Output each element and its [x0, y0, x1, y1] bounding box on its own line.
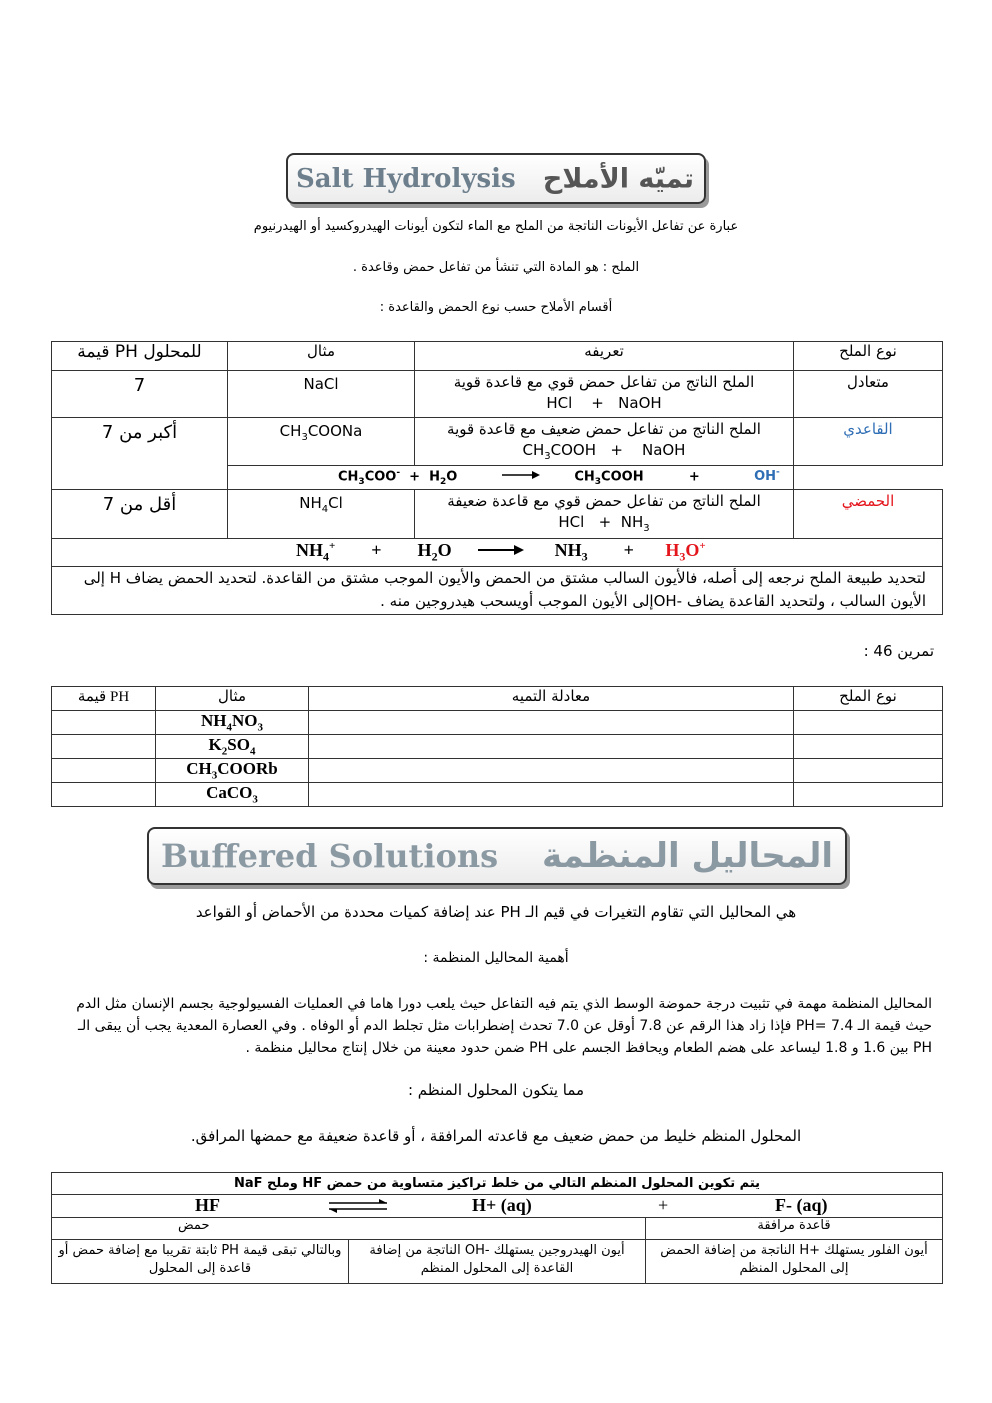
hydrolysis-definition: عبارة عن تفاعل الأيونات الناتجة من الملح مع الماء لتكون أيونات الهيدروكسيد أو الهيدرنيوم	[253, 219, 739, 234]
acidic-hydrolysis-equation: $NH_4^+$ + $H_2O$ $NH_3$ + $H_3O^+$	[52, 539, 943, 567]
acidic-definition: الملح الناتج من تفاعل حمض قوي مع قاعدة ضعيفة HCl + $NH_3$	[415, 490, 794, 539]
exercise-header-ph: قيمة PH	[52, 687, 156, 711]
salt-definition: الملح : هو المادة التي تنشأ من تفاعل حمض وقاعدة .	[352, 260, 640, 275]
reaction-arrow-icon	[502, 469, 540, 484]
banner-title-en: Buffered Solutions	[161, 837, 499, 875]
exercise-salt-nh4no3: $NH_4NO_3$	[156, 711, 309, 735]
acidic-example: $NH_4Cl$	[228, 490, 415, 539]
equation-cell[interactable]	[309, 735, 794, 759]
equation-cell[interactable]	[309, 711, 794, 735]
header-salt-type: نوع الملح	[794, 342, 943, 371]
exercise-header-equation: معادلة التميه	[309, 687, 794, 711]
header-definition: تعريفه	[415, 342, 794, 371]
ph-cell[interactable]	[52, 759, 156, 783]
equation-cell[interactable]	[309, 759, 794, 783]
header-example: مثال	[228, 342, 415, 371]
conjugate-base-label: قاعدة مرافقة	[646, 1218, 943, 1240]
salt-types-table	[51, 341, 943, 615]
buffered-solutions-banner	[147, 827, 847, 885]
equation-cell[interactable]	[309, 783, 794, 807]
type-cell[interactable]	[794, 735, 943, 759]
neutral-type: متعادل	[794, 371, 943, 418]
banner-title-ar: المحاليل المنظمة	[542, 836, 833, 876]
exercise-salt-caco3: CaCO$_3$	[156, 783, 309, 807]
exercise-header-example: مثال	[156, 687, 309, 711]
type-cell[interactable]	[794, 783, 943, 807]
salt-nature-note: لتحديد طبيعة الملح نرجعه إلى أصله، فالأيون السالب مشتق من الحمض والأيون الموجب مشتق من القاعدة. لتحديد الحمض يضاف H إلى الأيون السالب ، ولتحديد القاعدة يضاف -OHإلى الأيون الموجب أويسحب هيدروجين منه .	[52, 567, 943, 615]
salt-hydrolysis-banner	[286, 153, 706, 204]
header-ph: قيمة PH للمحلول	[52, 342, 228, 371]
buffer-composition-text: المحلول المنظم خليط من حمض ضعيف مع قاعدته المرافقة ، أو قاعدة ضعيفة مع حمضها المرافق.	[190, 1127, 802, 1145]
salt-types-title: أقسام الأملاح حسب نوع الحمض والقاعدة :	[379, 300, 613, 315]
banner-title-ar: تميّه الأملاح	[542, 163, 694, 194]
exercise-salt-k2so4: $K_2SO_4$	[156, 735, 309, 759]
ph-cell[interactable]	[52, 783, 156, 807]
h-plus-species: H+ (aq)	[472, 1195, 532, 1215]
constant-ph-note: وبالتالي تبقى قيمة PH ثابتة تقريبا مع إضافة حمض أو قاعدة إلى المحلول	[52, 1240, 349, 1284]
equilibrium-plus: +	[658, 1195, 669, 1215]
acidic-type: الحمضي	[794, 490, 943, 539]
buffer-importance-text: المحاليل المنظمة مهمة في تثبيت درجة حموضة الوسط الذي يتم فيه التفاعل حيث يلعب دورا هاما في العمليات الفسيولوجية بجسم الإنسان مثل الدم حيث قيمة الـ PH= 7.4 فإذا زاد هذا الرقم عن 7.8 أوقل عن 7.0 تحدث إضطرابات مثل تجلط الدم أو الوفاه . وفي العصارة المعدية يجب أن يبقى الـ PH بين 1.6 و 1.8 ليساعد على هضم الطعام ويحافظ الجسم على PH ضمن حدود معينة من خلال إنتاج محاليل منظمة .	[76, 996, 932, 1056]
ph-cell[interactable]	[52, 711, 156, 735]
type-cell[interactable]	[794, 759, 943, 783]
f-ion-note: أيون الفلور يستهلك +H الناتجة من إضافة الحمض إلى المحلول المنظم	[646, 1240, 943, 1284]
neutral-example: NaCl	[228, 371, 415, 418]
exercise-title: تمرين 46 :	[863, 642, 934, 660]
exercise-salt-ch3coorb: $CH_3COORb$	[156, 759, 309, 783]
basic-ph: أكبر من 7	[52, 418, 228, 490]
basic-hydrolysis-equation: $CH_3COO^- + H_2O$ $CH_3COOH$ + OH-	[228, 466, 794, 490]
reaction-arrow-icon	[478, 540, 524, 561]
basic-type: القاعدي	[794, 418, 943, 466]
ph-cell[interactable]	[52, 735, 156, 759]
f-minus-species: F- (aq)	[775, 1195, 828, 1215]
h-ion-note: أيون الهيدروجين يستهلك -OH الناتجة من إضافة القاعدة إلى المحلول المنظم	[349, 1240, 646, 1284]
buffer-composition-title: مما يتكون المحلول المنظم :	[407, 1081, 585, 1099]
buffer-importance-title: أهمية المحاليل المنظمة :	[423, 950, 569, 966]
equilibrium-arrow-icon	[327, 1198, 389, 1219]
hf-table-title: يتم تكوين المحلول المنظم التالي من خلط تراكيز متساوية من حمض HF وملح NaF	[52, 1173, 943, 1195]
neutral-ph: 7	[52, 371, 228, 418]
acid-label: حمض	[52, 1218, 646, 1240]
basic-definition: الملح الناتج من تفاعل حمض ضعيف مع قاعدة قوية $CH_3COOH$ + NaOH	[415, 418, 794, 466]
type-cell[interactable]	[794, 711, 943, 735]
exercise-table	[51, 686, 943, 807]
buffer-definition: هي المحاليل التي تقاوم التغيرات في قيم الـ PH عند إضافة كميات محددة من الأحماض أو القواعد	[195, 903, 797, 921]
neutral-definition: الملح الناتج من تفاعل حمض قوي مع قاعدة قوية HCl + NaOH	[415, 371, 794, 418]
acidic-ph: أقل من 7	[52, 490, 228, 539]
hf-equilibrium-row	[52, 1195, 943, 1218]
exercise-header-type: نوع الملح	[794, 687, 943, 711]
basic-example: $CH_3COONa$	[228, 418, 415, 466]
hf-species: HF	[195, 1195, 220, 1215]
hf-buffer-table	[51, 1172, 943, 1284]
banner-title-en: Salt Hydrolysis	[296, 163, 516, 194]
